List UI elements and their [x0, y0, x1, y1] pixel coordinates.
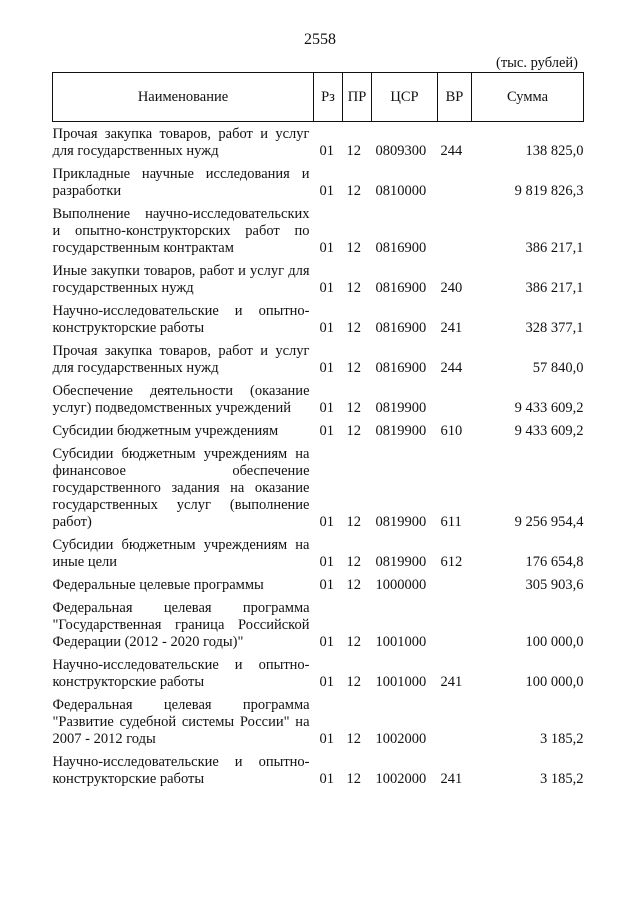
header-rz: Рз — [314, 73, 343, 122]
row-pr: 12 — [346, 514, 361, 530]
table-row — [53, 417, 584, 440]
row-csr: 0816900 — [375, 240, 427, 256]
row-csr: 1002000 — [375, 731, 427, 747]
row-rz: 01 — [319, 280, 334, 296]
row-sum: 386 217,1 — [525, 280, 584, 296]
row-sum: 100 000,0 — [525, 674, 584, 690]
row-rz: 01 — [319, 320, 334, 336]
header-csr: ЦСР — [372, 73, 438, 122]
row-pr: 12 — [346, 731, 361, 747]
row-sum: 138 825,0 — [525, 143, 584, 159]
row-csr: 0819900 — [375, 423, 427, 439]
row-pr: 12 — [346, 240, 361, 256]
row-sum: 328 377,1 — [525, 320, 584, 336]
row-pr: 12 — [346, 280, 361, 296]
table-row — [53, 257, 584, 297]
row-sum: 305 903,6 — [525, 577, 584, 593]
row-pr: 12 — [346, 423, 361, 439]
row-csr: 0816900 — [375, 320, 427, 336]
row-csr: 0819900 — [375, 554, 427, 570]
row-sum: 57 840,0 — [532, 360, 584, 376]
header-sum: Сумма — [472, 73, 584, 122]
row-name: Иные закупки товаров, работ и услуг для государственных нужд — [52, 263, 310, 296]
row-rz: 01 — [319, 577, 334, 593]
row-sum: 386 217,1 — [525, 240, 584, 256]
table-row — [53, 571, 584, 594]
row-name: Прочая закупка товаров, работ и услуг для государственных нужд — [52, 126, 310, 159]
budget-table — [52, 72, 584, 788]
row-csr: 0816900 — [375, 360, 427, 376]
header-name: Наименование — [53, 73, 314, 122]
row-pr: 12 — [346, 400, 361, 416]
row-csr: 0819900 — [375, 400, 427, 416]
row-sum: 3 185,2 — [540, 731, 584, 747]
row-pr: 12 — [346, 634, 361, 650]
table-row — [53, 531, 584, 571]
row-rz: 01 — [319, 423, 334, 439]
table-row — [53, 651, 584, 691]
row-rz: 01 — [319, 674, 334, 690]
row-vr — [438, 160, 472, 200]
row-vr — [438, 377, 472, 417]
row-rz: 01 — [319, 183, 334, 199]
row-pr: 12 — [346, 771, 361, 787]
table-row — [53, 297, 584, 337]
row-vr — [438, 594, 472, 651]
table-row — [53, 377, 584, 417]
row-name: Научно-исследовательские и опытно-конструкторские работы — [52, 303, 310, 336]
row-name: Научно-исследовательские и опытно-конструкторские работы — [52, 754, 310, 787]
table-row — [53, 200, 584, 257]
row-sum: 9 819 826,3 — [514, 183, 584, 199]
header-vr: ВР — [438, 73, 472, 122]
row-rz: 01 — [319, 634, 334, 650]
row-csr: 1002000 — [375, 771, 427, 787]
row-rz: 01 — [319, 771, 334, 787]
row-sum: 3 185,2 — [540, 771, 584, 787]
table-row — [53, 748, 584, 788]
table-header-row — [53, 73, 584, 122]
row-rz: 01 — [319, 240, 334, 256]
row-rz: 01 — [319, 400, 334, 416]
row-pr: 12 — [346, 183, 361, 199]
row-vr: 244 — [440, 360, 463, 376]
row-csr: 1001000 — [375, 634, 427, 650]
row-sum: 9 256 954,4 — [514, 514, 584, 530]
row-pr: 12 — [346, 554, 361, 570]
row-csr: 0809300 — [375, 143, 427, 159]
row-rz: 01 — [319, 554, 334, 570]
row-vr: 241 — [440, 674, 463, 690]
row-csr: 0810000 — [375, 183, 427, 199]
row-vr: 612 — [440, 554, 463, 570]
row-csr: 1001000 — [375, 674, 427, 690]
row-rz: 01 — [319, 143, 334, 159]
row-pr: 12 — [346, 320, 361, 336]
row-csr: 0819900 — [375, 514, 427, 530]
row-vr — [438, 200, 472, 257]
row-vr — [438, 571, 472, 594]
row-name: Прикладные научные исследования и разработки — [52, 166, 310, 199]
row-rz: 01 — [319, 731, 334, 747]
table-row — [53, 440, 584, 531]
row-name: Субсидии бюджетным учреждениям — [52, 423, 279, 439]
row-name: Субсидии бюджетным учреждениям на финансовое обеспечение государственного задания на оказание государственных услуг (выполнение работ) — [52, 446, 310, 530]
row-vr: 610 — [440, 423, 463, 439]
table-row — [53, 691, 584, 748]
row-sum: 100 000,0 — [525, 634, 584, 650]
header-pr: ПР — [343, 73, 372, 122]
row-name: Обеспечение деятельности (оказание услуг) подведомственных учреждений — [52, 383, 310, 416]
row-name: Прочая закупка товаров, работ и услуг для государственных нужд — [52, 343, 310, 376]
row-vr: 241 — [440, 771, 463, 787]
page-number: 2558 — [304, 31, 336, 48]
row-vr: 244 — [440, 143, 463, 159]
row-name: Выполнение научно-исследовательских и опытно-конструкторских работ по государственным контрактам — [52, 206, 310, 256]
table-row — [53, 337, 584, 377]
row-pr: 12 — [346, 360, 361, 376]
row-name: Федеральная целевая программа "Развитие судебной системы России" на 2007 - 2012 годы — [52, 697, 310, 747]
row-sum: 176 654,8 — [525, 554, 584, 570]
row-pr: 12 — [346, 143, 361, 159]
row-sum: 9 433 609,2 — [514, 423, 584, 439]
units-label: (тыс. рублей) — [496, 55, 578, 71]
row-name: Федеральная целевая программа "Государственная граница Российской Федерации (2012 - 2020 годы)" — [52, 600, 310, 650]
row-csr: 0816900 — [375, 280, 427, 296]
row-csr: 1000000 — [375, 577, 427, 593]
row-pr: 12 — [346, 577, 361, 593]
row-name: Федеральные целевые программы — [52, 577, 264, 593]
row-rz: 01 — [319, 360, 334, 376]
row-vr: 241 — [440, 320, 463, 336]
table-row — [53, 160, 584, 200]
row-pr: 12 — [346, 674, 361, 690]
row-sum: 9 433 609,2 — [514, 400, 584, 416]
row-name: Субсидии бюджетным учреждениям на иные цели — [52, 537, 310, 570]
row-vr: 611 — [440, 514, 462, 530]
table-row — [53, 594, 584, 651]
row-vr — [438, 691, 472, 748]
row-name: Научно-исследовательские и опытно-конструкторские работы — [52, 657, 310, 690]
table-row — [53, 122, 584, 161]
row-rz: 01 — [319, 514, 334, 530]
row-vr: 240 — [440, 280, 463, 296]
